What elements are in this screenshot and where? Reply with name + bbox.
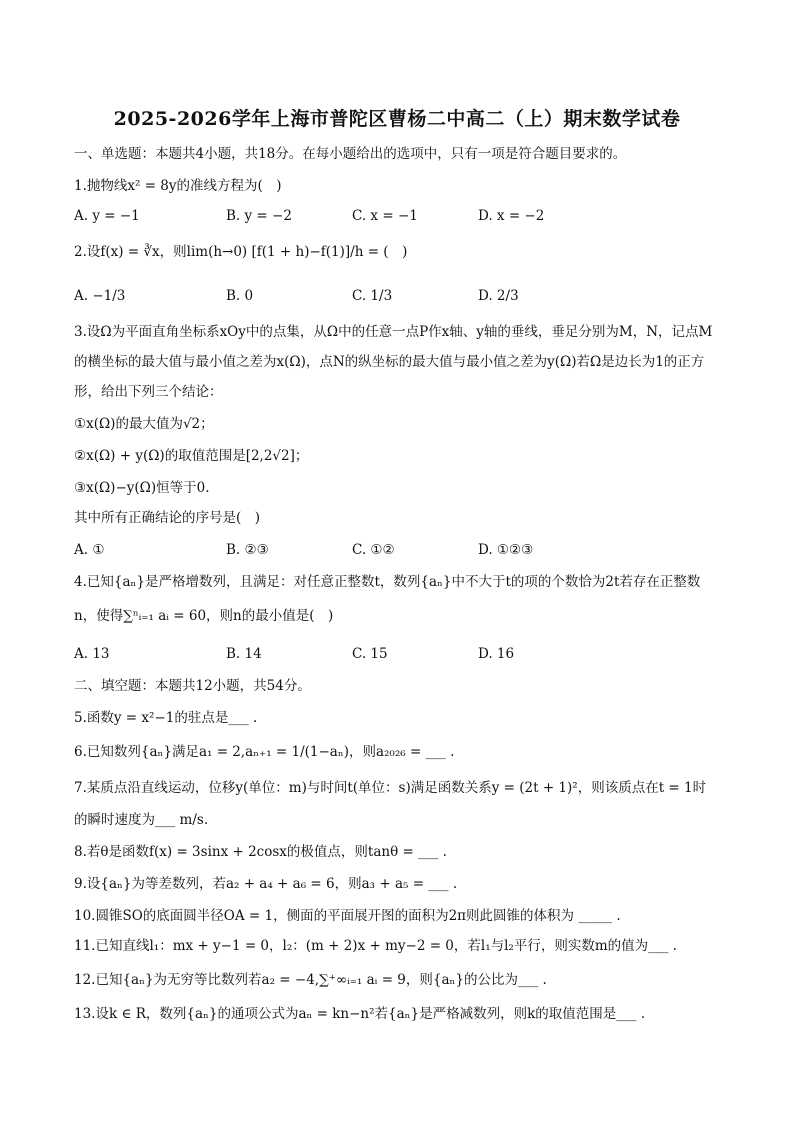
q1-option-a: A. y = −1 [74, 208, 140, 224]
question-10: 10.圆锥SO的底面圆半径OA = 1，侧面的平面展开图的面积为2π则此圆锥的体积为 _____ . [74, 908, 621, 924]
question-4-line-1: 4.已知{aₙ}是严格增数列，且满足：对任意正整数t，数列{aₙ}中不大于t的项的个数恰为2t若存在正整数 [74, 574, 701, 590]
question-13: 13.设k ∈ R，数列{aₙ}的通项公式为aₙ = kn−n²若{aₙ}是严格减数列，则k的取值范围是___ . [74, 1006, 646, 1022]
question-6: 6.已知数列{aₙ}满足a₁ = 2,aₙ₊₁ = 1/(1−aₙ)，则a₂₀₂₆ = ___ . [74, 744, 455, 760]
q1-option-d: D. x = −2 [478, 208, 545, 224]
q2-option-d: D. 2/3 [478, 288, 519, 304]
q3-option-d: D. ①②③ [478, 542, 534, 558]
question-11: 11.已知直线l₁：mx + y−1 = 0，l₂：(m + 2)x + my−2 = 0，若l₁与l₂平行，则实数m的值为___ . [74, 938, 677, 954]
question-8: 8.若θ是函数f(x) = 3sinx + 2cosx的极值点，则tanθ = ___ . [74, 844, 447, 860]
q3-option-c: C. ①② [352, 542, 395, 558]
q4-option-d: D. 16 [478, 646, 515, 662]
question-1: 1.抛物线x² = 8y的准线方程为( ) [74, 178, 282, 194]
question-3-line-2: 的横坐标的最大值与最小值之差为x(Ω)，点N的纵坐标的最大值与最小值之差为y(Ω)若Ω是边长为1的正方 [74, 354, 705, 370]
question-7-line-2: 的瞬时速度为___ m/s. [74, 812, 209, 828]
question-9: 9.设{aₙ}为等差数列，若a₂ + a₄ + a₆ = 6，则a₃ + a₅ = ___ . [74, 876, 458, 892]
q3-option-b: B. ②③ [226, 542, 269, 558]
q2-option-b: B. 0 [226, 288, 254, 304]
q3-conclusion-3: ③x(Ω)−y(Ω)恒等于0. [74, 480, 210, 496]
q3-conclusion-2: ②x(Ω) + y(Ω)的取值范围是[2,2√2]； [74, 448, 309, 464]
q4-option-b: B. 14 [226, 646, 262, 662]
section-heading-single-choice: 一、单选题：本题共4小题，共18分。在每小题给出的选项中，只有一项是符合题目要求的。 [74, 146, 627, 162]
question-5: 5.函数y = x²−1的驻点是___ . [74, 710, 258, 726]
q1-option-b: B. y = −2 [226, 208, 292, 224]
q2-option-a: A. −1/3 [74, 288, 126, 304]
question-4-line-2: n，使得∑ⁿᵢ₌₁ aᵢ = 60，则n的最小值是( ) [74, 608, 334, 624]
question-2: 2.设f(x) = ∛x，则lim(h→0) [f(1 + h)−f(1)]/h = ( ) [74, 244, 408, 260]
q1-option-c: C. x = −1 [352, 208, 418, 224]
question-7-line-1: 7.某质点沿直线运动，位移y(单位：m)与时间t(单位：s)满足函数关系y = (2t + 1)²，则该质点在t = 1时 [74, 780, 707, 796]
q3-conclusion-1: ①x(Ω)的最大值为√2； [74, 416, 214, 432]
q4-option-a: A. 13 [74, 646, 110, 662]
q3-option-a: A. ① [74, 542, 105, 558]
q2-option-c: C. 1/3 [352, 288, 393, 304]
section-heading-fill-blank: 二、填空题：本题共12小题，共54分。 [74, 678, 311, 694]
q4-option-c: C. 15 [352, 646, 388, 662]
page-title: 2025-2026学年上海市普陀区曹杨二中高二（上）期末数学试卷 [113, 108, 681, 130]
q3-ask: 其中所有正确结论的序号是( ) [74, 510, 261, 526]
question-3-line-3: 形，给出下列三个结论： [74, 384, 223, 400]
question-12: 12.已知{aₙ}为无穷等比数列若a₂ = −4,∑⁺∞ᵢ₌₁ aᵢ = 9，则{aₙ}的公比为___ . [74, 972, 547, 988]
question-3-line-1: 3.设Ω为平面直角坐标系xOy中的点集，从Ω中的任意一点P作x轴、y轴的垂线，垂足分别为M，N，记点M [74, 324, 713, 340]
